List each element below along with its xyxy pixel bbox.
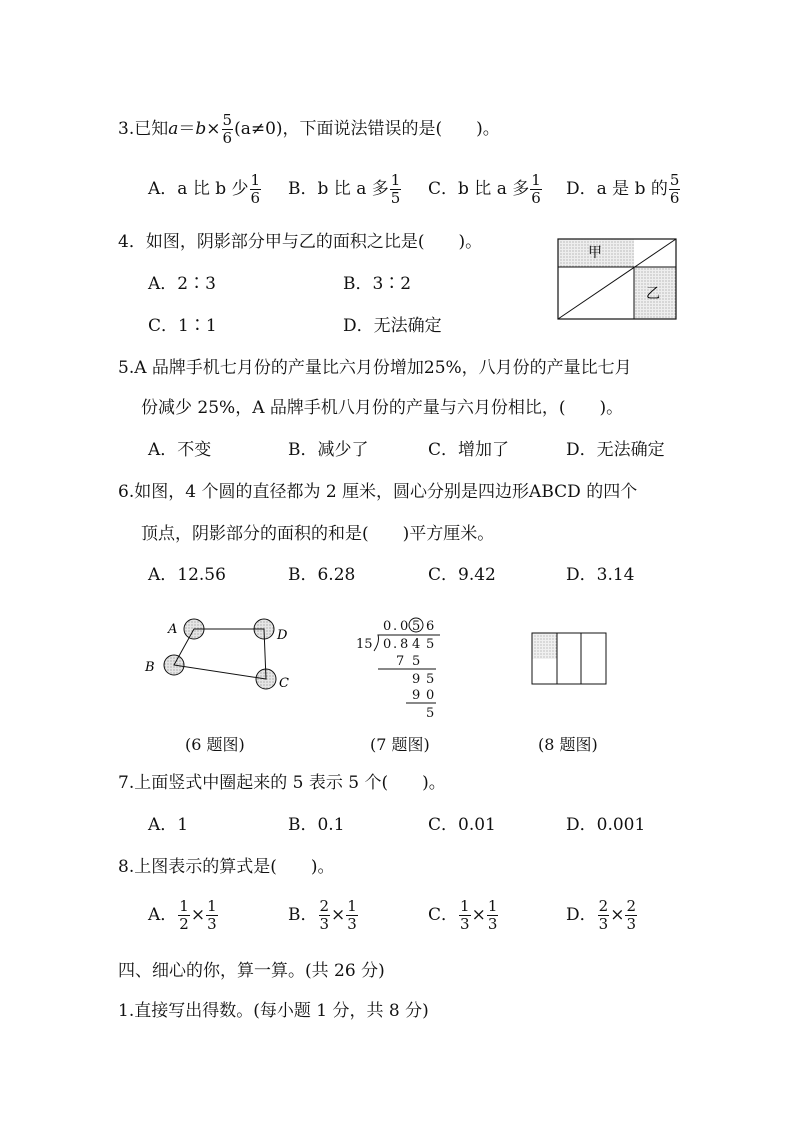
- q4-figure: [557, 238, 677, 320]
- fig7-s1b: 5: [412, 654, 421, 669]
- q8-d-fraction-1: $\frac{2}{3}$: [598, 897, 609, 933]
- q8-b-fraction-1: $\frac{2}{3}$: [319, 897, 330, 933]
- q8-option-b[interactable]: B． $\frac{2}{3}$ × $\frac{1}{3}$: [288, 897, 357, 933]
- q3-option-a-fraction: $\frac{1}{6}$: [250, 171, 261, 207]
- fig7-d0: 0: [383, 637, 392, 652]
- figure-8: [531, 632, 611, 686]
- fig7-d3: 5: [426, 637, 435, 652]
- question-5-line1: 5.A 品牌手机七月份的产量比六月份增加25%，八月份的产量比七月: [118, 358, 632, 378]
- q4-option-d[interactable]: D．无法确定: [343, 316, 442, 336]
- fig6-label-d: D: [277, 628, 288, 643]
- fig6-label-a: A: [168, 622, 178, 637]
- fig7-q0: 0: [383, 619, 392, 634]
- q3-equals: ＝: [178, 119, 196, 139]
- fig7-d1: 8: [400, 637, 409, 652]
- fig8-shaded-region: [532, 633, 557, 659]
- q5-option-d[interactable]: D．无法确定: [566, 440, 665, 460]
- q8-a-fraction-1: $\frac{1}{2}$: [179, 897, 189, 933]
- fig6-label-c: C: [279, 676, 289, 691]
- figure-7-caption: (7 题图): [370, 735, 430, 754]
- q4-label-yi: 乙: [646, 286, 660, 302]
- fig7-qdot: .: [393, 619, 398, 634]
- q3-prefix: 3.已知: [118, 119, 169, 139]
- q3-fraction: $\frac{5}{6}$: [222, 111, 233, 147]
- question-8: 8.上图表示的算式是( )。: [118, 857, 335, 877]
- fig6-label-b: B: [145, 660, 155, 675]
- q3-option-d[interactable]: D．a 是 b 的 $\frac{5}{6}$: [566, 171, 680, 207]
- figure-7: [350, 614, 450, 724]
- q3-option-b-fraction: $\frac{1}{5}$: [390, 171, 401, 207]
- q6-option-d[interactable]: D．3.14: [566, 565, 635, 585]
- q4-label-jia: 甲: [588, 245, 602, 261]
- fig7-r2: 5: [426, 706, 435, 721]
- q5-option-b[interactable]: B．减少了: [288, 440, 369, 460]
- question-6-line1: 6.如图，4 个圆的直径都为 2 厘米，圆心分别是四边形ABCD 的四个: [118, 482, 638, 502]
- q5-option-a[interactable]: A．不变: [148, 440, 212, 460]
- fig7-divisor: 15: [356, 637, 373, 652]
- q7-option-b[interactable]: B．0.1: [288, 815, 345, 835]
- q6-option-a[interactable]: A．12.56: [148, 565, 226, 585]
- figure-8-caption: (8 题图): [538, 735, 598, 754]
- fig7-q3: 6: [426, 619, 435, 634]
- fig7-s2a: 9: [412, 688, 421, 703]
- q8-b-fraction-2: $\frac{1}{3}$: [347, 897, 357, 933]
- q8-a-fraction-2: $\frac{1}{3}$: [207, 897, 217, 933]
- fig7-q2: 5: [412, 619, 421, 634]
- fig7-s1a: 7: [396, 654, 405, 669]
- q3-suffix: ，下面说法错误的是( )。: [282, 119, 500, 139]
- q3-option-b[interactable]: B．b 比 a 多 $\frac{1}{5}$: [288, 171, 401, 207]
- q3-times: ×: [206, 119, 221, 139]
- q8-c-fraction-1: $\frac{1}{3}$: [460, 897, 470, 933]
- q7-option-c[interactable]: C．0.01: [428, 815, 496, 835]
- q3-option-c[interactable]: C．b 比 a 多 $\frac{1}{6}$: [428, 171, 541, 207]
- fig7-r1b: 5: [426, 672, 435, 687]
- q3-option-d-fraction: $\frac{5}{6}$: [669, 171, 680, 207]
- figure-6: [140, 612, 300, 698]
- fig7-ddot: .: [393, 637, 398, 652]
- q4-option-a[interactable]: A．2∶3: [148, 274, 216, 294]
- fig7-q1: 0: [400, 619, 409, 634]
- q6-option-b[interactable]: B．6.28: [288, 565, 356, 585]
- q3-var-b: b: [195, 119, 207, 139]
- q7-option-d[interactable]: D．0.001: [566, 815, 646, 835]
- q4-option-b[interactable]: B．3∶2: [343, 274, 412, 294]
- question-6-line2: 顶点，阴影部分的面积的和是( )平方厘米。: [141, 524, 495, 544]
- figure-6-caption: (6 题图): [185, 735, 245, 754]
- q6-option-c[interactable]: C．9.42: [428, 565, 496, 585]
- q8-d-fraction-2: $\frac{2}{3}$: [626, 897, 636, 933]
- section-4-heading: 四、细心的你，算一算。(共 26 分): [118, 961, 385, 981]
- q3-condition: (a≠0): [234, 119, 283, 139]
- question-5-line2: 份减少 25%，A 品牌手机八月份的产量与六月份相比，( )。: [141, 398, 624, 418]
- q4-option-c[interactable]: C．1∶1: [148, 316, 217, 336]
- q8-option-a[interactable]: A． $\frac{1}{2}$ × $\frac{1}{3}$: [148, 897, 217, 933]
- question-7: 7.上面竖式中圈起来的 5 表示 5 个( )。: [118, 773, 446, 793]
- question-3: [118, 112, 500, 147]
- question-4: 4．如图，阴影部分甲与乙的面积之比是( )。: [118, 232, 483, 252]
- fig7-s2b: 0: [426, 688, 435, 703]
- q3-option-c-fraction: $\frac{1}{6}$: [531, 171, 541, 207]
- q8-option-d[interactable]: D． $\frac{2}{3}$ × $\frac{2}{3}$: [566, 897, 636, 933]
- q5-option-c[interactable]: C．增加了: [428, 440, 510, 460]
- q8-c-fraction-2: $\frac{1}{3}$: [487, 897, 498, 933]
- fig7-d2: 4: [412, 637, 421, 652]
- q7-option-a[interactable]: A．1: [148, 815, 189, 835]
- q3-var-a: a: [168, 119, 179, 139]
- fig7-r1a: 9: [412, 672, 421, 687]
- q3-option-a[interactable]: A．a 比 b 少 $\frac{1}{6}$: [148, 171, 261, 207]
- section-4-subheading: 1.直接写出得数。(每小题 1 分，共 8 分): [118, 1001, 429, 1021]
- q8-option-c[interactable]: C． $\frac{1}{3}$ × $\frac{1}{3}$: [428, 897, 498, 933]
